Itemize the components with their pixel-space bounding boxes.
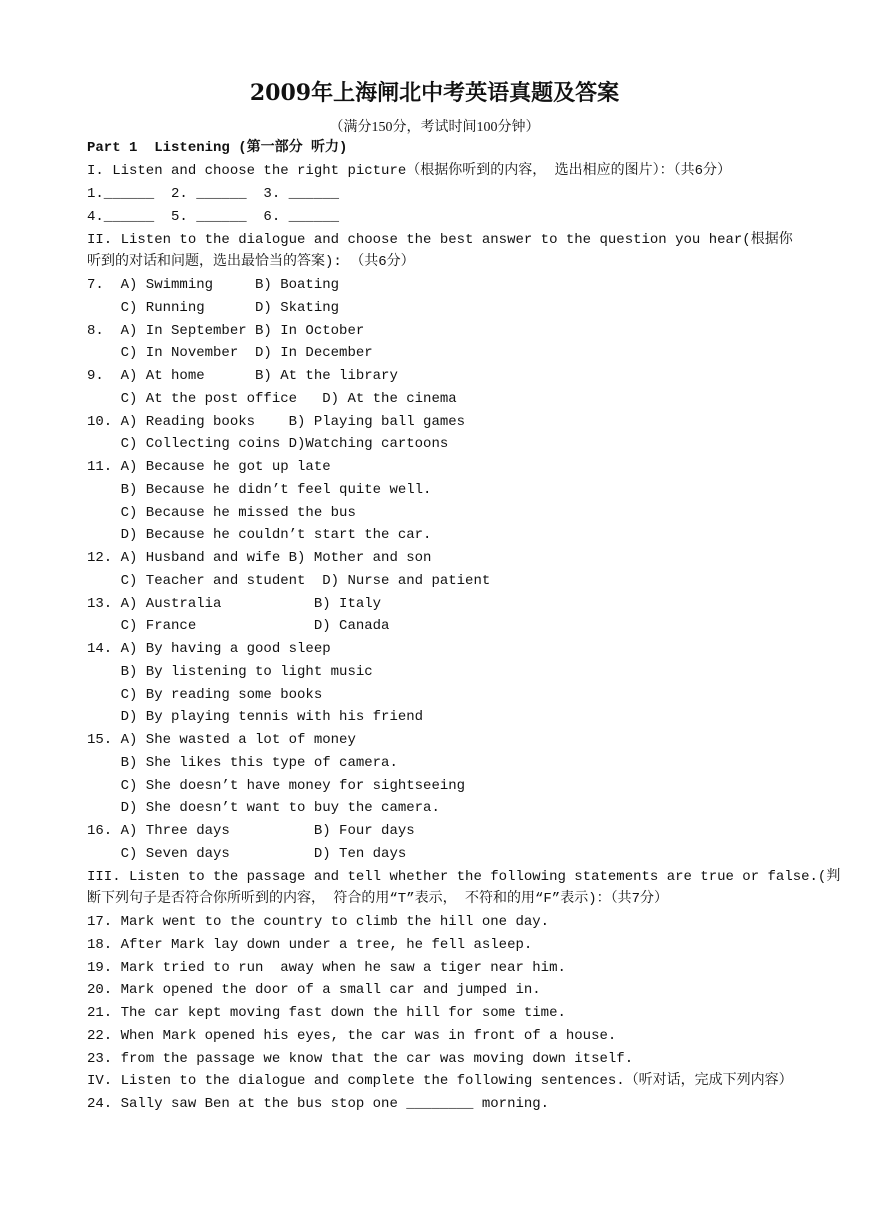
question-line: 7. A) Swimming B) Boating [87,277,340,293]
question-line: C) Collecting coins D)Watching cartoons [87,436,449,452]
section-instruction-1: I. Listen and choose the right picture（根据你听到的内容， 选出相应的图片）：（共6分） [87,163,732,179]
question-line: 12. A) Husband and wife B) Mother and son [87,550,432,566]
question-line: 16. A) Three days B) Four days [87,823,415,839]
question-line: C) Seven days D) Ten days [87,846,407,862]
question-line: C) At the post office D) At the cinema [87,391,457,407]
question-line: B) She likes this type of camera. [87,755,398,771]
question-line: 11. A) Because he got up late [87,459,331,475]
question-line: B) By listening to light music [87,664,373,680]
question-line: 10. A) Reading books B) Playing ball games [87,414,466,430]
question-line: C) France D) Canada [87,618,390,634]
answer-blanks-row: 1.______ 2. ______ 3. ______ [87,186,340,202]
question-line: 15. A) She wasted a lot of money [87,732,356,748]
question-line: D) Because he couldn’t start the car. [87,527,432,543]
section-instruction-2: II. Listen to the dialogue and choose the best answer to the question you hear(根据你 [87,232,793,248]
statement-line: 21. The car kept moving fast down the hill for some time. [87,1005,566,1021]
fill-in-line: 24. Sally saw Ben at the bus stop one ________ morning. [87,1096,550,1112]
statement-line: 19. Mark tried to run away when he saw a tiger near him. [87,960,566,976]
section-heading-listening: Part 1 Listening (第一部分 听力) [87,140,348,156]
question-line: 9. A) At home B) At the library [87,368,398,384]
question-line: C) Running D) Skating [87,300,340,316]
section-instruction-3-cont: 断下列句子是否符合你所听到的内容， 符合的用“T”表示， 不符和的用“F”表示)：（共7分） [87,891,669,907]
statement-line: 22. When Mark opened his eyes, the car was in front of a house. [87,1028,617,1044]
page-subtitle: （满分150分，考试时间100分钟） [329,120,540,135]
statement-line: 18. After Mark lay down under a tree, he fell asleep. [87,937,533,953]
section-instruction-3: III. Listen to the passage and tell whether the following statements are true or false.(判 [87,869,841,885]
statement-line: 17. Mark went to the country to climb the hill one day. [87,914,550,930]
question-line: 14. A) By having a good sleep [87,641,331,657]
question-line: 13. A) Australia B) Italy [87,596,382,612]
question-line: C) In November D) In December [87,345,373,361]
section-instruction-2-cont: 听到的对话和问题，选出最恰当的答案): （共6分） [87,254,415,270]
statement-line: 20. Mark opened the door of a small car and jumped in. [87,982,541,998]
question-line: D) By playing tennis with his friend [87,709,424,725]
answer-blanks-row: 4.______ 5. ______ 6. ______ [87,209,340,225]
question-line: 8. A) In September B) In October [87,323,365,339]
statement-line: 23. from the passage we know that the car was moving down itself. [87,1051,634,1067]
section-instruction-4: IV. Listen to the dialogue and complete the following sentences.（听对话，完成下列内容） [87,1073,793,1089]
question-line: D) She doesn’t want to buy the camera. [87,800,440,816]
question-line: C) Teacher and student D) Nurse and patient [87,573,491,589]
question-line: B) Because he didn’t feel quite well. [87,482,432,498]
page-title: 2009年上海闸北中考英语真题及答案 [249,80,620,106]
question-line: C) She doesn’t have money for sightseeing [87,778,466,794]
question-line: C) Because he missed the bus [87,505,356,521]
question-line: C) By reading some books [87,687,323,703]
